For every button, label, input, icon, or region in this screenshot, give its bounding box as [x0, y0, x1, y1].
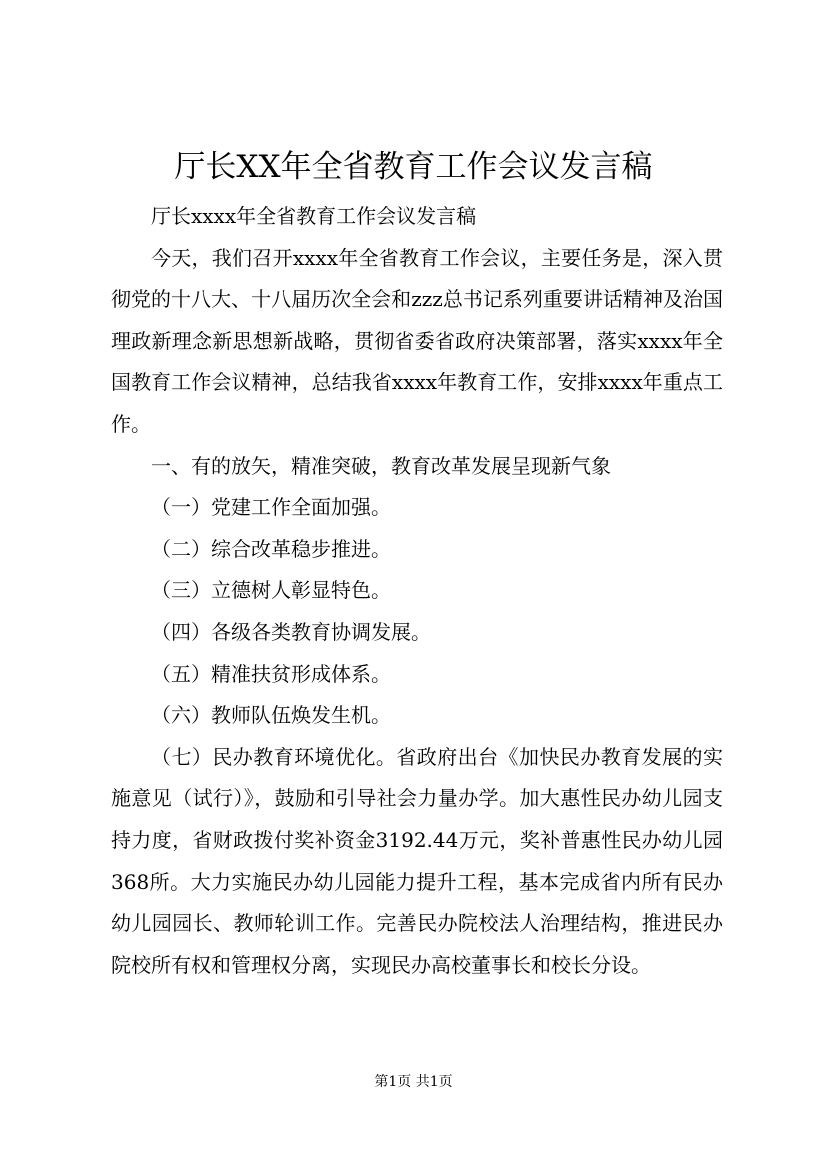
paragraph-subtitle: 厅长xxxx年全省教育工作会议发言稿 — [151, 204, 477, 228]
list-item-5: （五）精准扶贫形成体系。 — [151, 661, 391, 686]
list-item-2: （二）综合改革稳步推进。 — [151, 536, 391, 561]
section-heading-1: 一、有的放矢，精准突破，教育改革发展呈现新气象 — [151, 453, 611, 478]
document-title: 厅长XX年全省教育工作会议发言稿 — [174, 149, 653, 185]
list-item-7: （七）民办教育环境优化。省政府出台《加快民办教育发展的实施意见（试行）》，鼓励和引导社会力量办学。加大惠性民办幼儿园支持力度，省财政拨付奖补资金3192.44万元，奖补普惠性民办幼儿园368所。大力实施民办幼儿园能力提升工程，基本完成省内所有民办幼儿园园长、教师轮训工作。完善民办院校法人治理结构，推进民办院校所有权和管理权分离，实现民办高校董事长和校长分设。 — [111, 744, 723, 977]
document-body — [111, 196, 723, 986]
list-item-4: （四）各级各类教育协调发展。 — [151, 619, 431, 644]
page-footer: 第1页 共1页 — [374, 1074, 453, 1090]
list-item-3: （三）立德树人彰显特色。 — [151, 578, 391, 603]
list-item-1: （一）党建工作全面加强。 — [151, 495, 391, 520]
list-item-6: （六）教师队伍焕发生机。 — [151, 703, 391, 728]
paragraph-intro: 今天，我们召开xxxx年全省教育工作会议，主要任务是，深入贯彻党的十八大、十八届历次全会和zzz总书记系列重要讲话精神及治国理政新理念新思想新战略，贯彻省委省政府决策部署，落实xxxx年全国教育工作会议精神，总结我省xxxx年教育工作，安排xxxx年重点工作。 — [111, 245, 723, 436]
